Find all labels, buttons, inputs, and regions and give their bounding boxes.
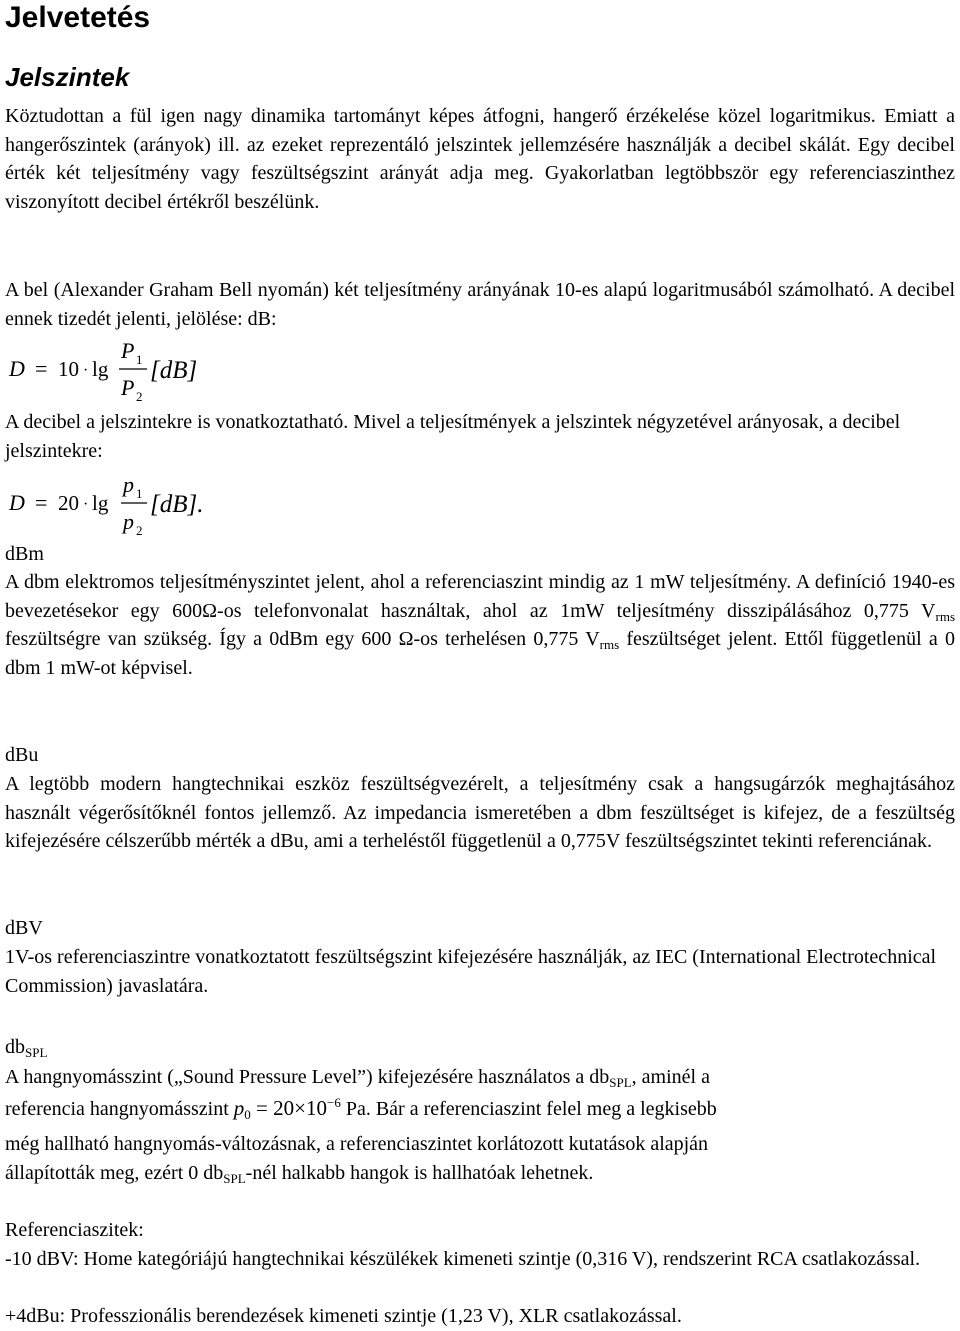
formula1-dot: ·: [83, 362, 89, 379]
formula1-lhs: D: [9, 356, 25, 381]
formula1-denominator-sub: 2: [136, 389, 143, 404]
formula1-coef: 10: [58, 357, 79, 381]
formula2-denominator: p: [123, 509, 134, 534]
formula2-dot: ·: [83, 496, 89, 513]
dbm-paragraph: [5, 568, 955, 682]
reference-item-dbv: -10 dBV: Home kategóriájú hangtechnikai készülékek kimeneti szintje (0,316 V), rendszerint RCA csatlakozással.: [5, 1248, 921, 1270]
formula2-log: lg: [92, 491, 109, 515]
formula1-numerator-sub: 1: [136, 352, 143, 367]
dbm-sub-rms-1: rms: [935, 608, 955, 624]
bel-paragraph: A bel (Alexander Graham Bell nyomán) két teljesítmény arányának 10-es alapú logaritmusából számolható. A decibel ennek tizedét jelenti, jelölése: dB:: [5, 279, 955, 330]
dbspl-line-3: még hallható hangnyomás-változásnak, a referenciaszintet korlátozott kutatások alapján: [5, 1133, 709, 1155]
dbu-heading: dBu: [5, 744, 39, 766]
dbm-text-1: A dbm elektromos teljesítményszintet jelent, ahol a referenciaszint mindig az 1 mW teljesítmény. A definíció 1940-es bevezetésekor egy 600Ω-os telefonvonalat használtak, ahol az 1mW teljesítmény disszipálásához 0,775 V: [5, 571, 955, 622]
formula2-coef: 20: [58, 491, 79, 515]
dbv-paragraph: 1V-os referenciaszintre vonatkoztatott feszültségszint kifejezésére használják, az IEC (International Electrotechnical Commission) javaslatára.: [5, 946, 937, 997]
dbu-paragraph: A legtöbb modern hangtechnikai eszköz feszültségvezérelt, a teljesítmény csak a hangsugárzók meghajtásához használt végerősítőknél fontos jellemző. Az impedancia ismeretében a dbm feszültséget is kifejez, de a feszültség kifejezésére célszerűbb mérték a dBu, ami a terheléstől függetlenül a 0,775V feszültségszintet tekinti referenciának.: [5, 773, 955, 853]
reference-pressure-expression: $p_0 = 20\times 10^{-6}$: [233, 1095, 341, 1122]
dbm-text-2: feszültségre van szükség. Így a 0dBm egy 600 Ω-os terhelésen 0,775 V: [5, 628, 600, 651]
dbspl-line-4: állapították meg, ezért 0 $db_{SPL}$-nél halkabb hangok is hallhatóak lehetnek.: [5, 1162, 594, 1186]
formula2-denominator-sub: 2: [136, 523, 143, 538]
formula2-numerator: p: [123, 472, 134, 497]
formula2-numerator-sub: 1: [136, 486, 143, 501]
formula1-unit: [dB]: [150, 357, 198, 384]
formula2-lhs: D: [9, 490, 25, 515]
dbspl-line-1: A hangnyomásszint („Sound Pressure Level”) kifejezésére használatos a $db_{SPL}$, aminél a: [5, 1066, 710, 1090]
dbm-heading: dBm: [5, 543, 44, 565]
decibel-power-formula: [5, 336, 265, 408]
intro-paragraph: Köztudottan a fül igen nagy dinamika tartományt képes átfogni, hangerő érzékelése közel logaritmikus. Emiatt a hangerőszintek (arányok) ill. az ezeket reprezentáló jelszintek jellemzésére használják a decibel skálát. Egy decibel érték két teljesítmény vagy feszültségszint arányát adja meg. Gyakorlatban legtöbbször egy referenciaszinthez viszonyított decibel értékről beszélünk.: [5, 105, 955, 213]
formula1-denominator: P: [121, 375, 135, 400]
decibel-voltage-formula: [5, 470, 265, 542]
dbspl-line-2: referencia hangnyomásszint $p_0 = 20\times 10^{-6}$ Pa. Bár a referenciaszint felel meg a legkisebb: [5, 1095, 717, 1122]
section-title: Jelszintek: [5, 62, 130, 92]
dbm-text-3: feszültséget jelent. Ettől függetlenül a 0 dbm 1 mW-ot képvisel.: [5, 628, 955, 679]
document-title: Jelvetetés: [5, 1, 151, 34]
formula1-eq: =: [35, 356, 48, 381]
formula2-unit: [dB].: [150, 491, 204, 518]
dbm-sub-rms-2: rms: [599, 637, 620, 653]
voltage-paragraph: A decibel a jelszintekre is vonatkoztatható. Mivel a teljesítmények a jelszintek négyzetével arányosak, a decibel jelszintekre:: [5, 411, 901, 462]
formula1-numerator: P: [121, 338, 135, 363]
dbspl-heading: $db_{SPL}$: [5, 1036, 48, 1060]
dbv-heading: dBV: [5, 917, 43, 939]
formula2-eq: =: [35, 490, 48, 515]
reference-item-dbu: +4dBu: Professzionális berendezések kimeneti szintje (1,23 V), XLR csatlakozással.: [5, 1305, 682, 1327]
formula1-log: lg: [92, 357, 109, 381]
references-heading: Referenciaszitek:: [5, 1219, 144, 1241]
